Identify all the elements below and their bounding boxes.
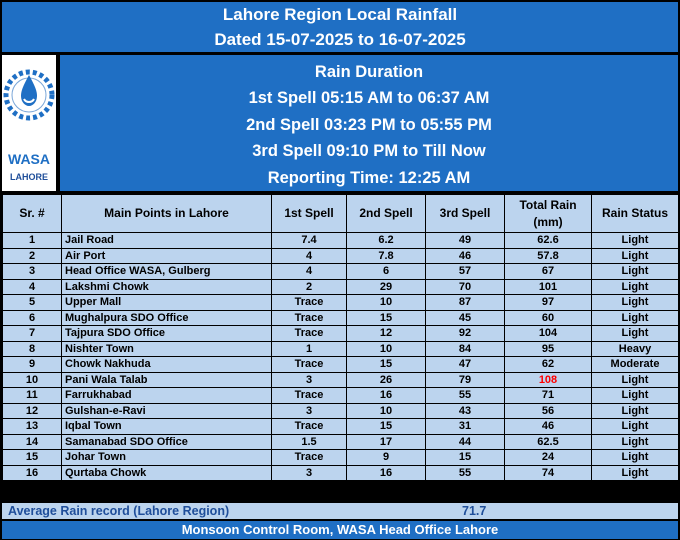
report-dates: Dated 15-07-2025 to 16-07-2025: [214, 30, 466, 49]
rain-status-cell: Light: [592, 233, 679, 249]
sr-cell: 1: [3, 233, 62, 249]
spell-2-cell: 29: [347, 279, 426, 295]
spell-2-cell: 6: [347, 264, 426, 280]
average-value: 71.7: [462, 504, 487, 518]
spell-1-cell: 7.4: [272, 233, 347, 249]
rain-status-cell: Light: [592, 465, 679, 481]
location-cell: Upper Mall: [62, 295, 272, 311]
rain-duration-band: [60, 55, 678, 191]
spell-1-time: 1st Spell 05:15 AM to 06:37 AM: [248, 89, 490, 108]
location-cell: Lakshmi Chowk: [62, 279, 272, 295]
spell-2-cell: 26: [347, 372, 426, 388]
rain-status-cell: Light: [592, 295, 679, 311]
spell-1-cell: Trace: [272, 310, 347, 326]
total-rain-cell: 24: [505, 450, 592, 466]
total-rain-cell: 71: [505, 388, 592, 404]
title-band: [2, 2, 678, 52]
sr-cell: 6: [3, 310, 62, 326]
rain-status-cell: Light: [592, 264, 679, 280]
spell-1-cell: 3: [272, 372, 347, 388]
spell-2-cell: 7.8: [347, 248, 426, 264]
spell-1-cell: Trace: [272, 419, 347, 435]
location-cell: Nishter Town: [62, 341, 272, 357]
col-header-spell-2: 2nd Spell: [347, 195, 426, 233]
spell-2-cell: 10: [347, 341, 426, 357]
total-rain-cell: 62.6: [505, 233, 592, 249]
spell-2-cell: 9: [347, 450, 426, 466]
sr-cell: 7: [3, 326, 62, 342]
logo-sub: LAHORE: [10, 172, 48, 182]
spell-3-cell: 70: [426, 279, 505, 295]
spell-3-cell: 57: [426, 264, 505, 280]
spell-1-cell: Trace: [272, 450, 347, 466]
table-row: [3, 233, 679, 249]
spell-3-cell: 44: [426, 434, 505, 450]
spell-2-cell: 16: [347, 388, 426, 404]
sr-cell: 9: [3, 357, 62, 373]
rainfall-table: [2, 194, 679, 481]
spell-1-cell: Trace: [272, 326, 347, 342]
spell-3-cell: 84: [426, 341, 505, 357]
spell-1-cell: 3: [272, 403, 347, 419]
sr-cell: 3: [3, 264, 62, 280]
location-cell: Air Port: [62, 248, 272, 264]
total-rain-cell: 56: [505, 403, 592, 419]
sr-cell: 4: [3, 279, 62, 295]
spell-1-cell: Trace: [272, 295, 347, 311]
rain-status-cell: Light: [592, 248, 679, 264]
location-cell: Gulshan-e-Ravi: [62, 403, 272, 419]
table-row: [3, 279, 679, 295]
spell-2-time: 2nd Spell 03:23 PM to 05:55 PM: [246, 115, 492, 134]
spell-3-cell: 46: [426, 248, 505, 264]
sr-cell: 2: [3, 248, 62, 264]
reporting-time: Reporting Time: 12:25 AM: [267, 168, 471, 187]
col-header-rain-status: Rain Status: [592, 195, 679, 233]
table-row: [3, 434, 679, 450]
spell-1-cell: 4: [272, 264, 347, 280]
spell-3-time: 3rd Spell 09:10 PM to Till Now: [252, 142, 486, 161]
spell-3-cell: 87: [426, 295, 505, 311]
spell-2-cell: 17: [347, 434, 426, 450]
spell-1-cell: 4: [272, 248, 347, 264]
spell-2-cell: 15: [347, 310, 426, 326]
footer-band: [2, 521, 678, 539]
spell-3-cell: 15: [426, 450, 505, 466]
spell-1-cell: 1: [272, 341, 347, 357]
total-rain-cell: 62: [505, 357, 592, 373]
spell-3-cell: 92: [426, 326, 505, 342]
total-rain-cell: 67: [505, 264, 592, 280]
spell-2-cell: 16: [347, 465, 426, 481]
spell-3-cell: 31: [426, 419, 505, 435]
total-rain-cell: 97: [505, 295, 592, 311]
table-header-row: [3, 195, 679, 233]
sr-cell: 5: [3, 295, 62, 311]
spell-2-cell: 10: [347, 403, 426, 419]
rain-status-cell: Light: [592, 388, 679, 404]
table-row: [3, 357, 679, 373]
spell-3-cell: 45: [426, 310, 505, 326]
sr-cell: 14: [3, 434, 62, 450]
spell-3-cell: 55: [426, 465, 505, 481]
spell-2-cell: 15: [347, 419, 426, 435]
location-cell: Qurtaba Chowk: [62, 465, 272, 481]
total-rain-cell: 101: [505, 279, 592, 295]
rain-duration-heading: Rain Duration: [314, 63, 424, 81]
col-header-location: Main Points in Lahore: [62, 195, 272, 233]
table-row: [3, 326, 679, 342]
table-row: [3, 403, 679, 419]
sr-cell: 15: [3, 450, 62, 466]
location-cell: Pani Wala Talab: [62, 372, 272, 388]
table-row: [3, 419, 679, 435]
total-rain-cell: 62.5: [505, 434, 592, 450]
location-cell: Johar Town: [62, 450, 272, 466]
location-cell: Chowk Nakhuda: [62, 357, 272, 373]
sr-cell: 13: [3, 419, 62, 435]
col-header-total-rain: Total Rain (mm): [505, 195, 592, 233]
col-header-sr: Sr. #: [3, 195, 62, 233]
average-label: Average Rain record (Lahore Region): [8, 504, 230, 518]
total-rain-cell: 60: [505, 310, 592, 326]
spell-2-cell: 15: [347, 357, 426, 373]
spell-2-cell: 6.2: [347, 233, 426, 249]
logo-name: WASA: [8, 151, 50, 167]
total-rain-cell: 104: [505, 326, 592, 342]
rain-status-cell: Light: [592, 403, 679, 419]
table-row: [3, 450, 679, 466]
sr-cell: 11: [3, 388, 62, 404]
rain-status-cell: Light: [592, 326, 679, 342]
table-row: [3, 248, 679, 264]
col-header-spell-1: 1st Spell: [272, 195, 347, 233]
rain-status-cell: Light: [592, 310, 679, 326]
rain-status-cell: Light: [592, 419, 679, 435]
rain-status-cell: Light: [592, 279, 679, 295]
table-row: [3, 465, 679, 481]
col-header-spell-3: 3rd Spell: [426, 195, 505, 233]
total-rain-cell: 57.8: [505, 248, 592, 264]
location-cell: Iqbal Town: [62, 419, 272, 435]
spell-1-cell: 3: [272, 465, 347, 481]
total-rain-cell: 46: [505, 419, 592, 435]
sr-cell: 8: [3, 341, 62, 357]
location-cell: Head Office WASA, Gulberg: [62, 264, 272, 280]
average-row: [2, 503, 678, 519]
wasa-logo: [2, 55, 56, 191]
table-row: [3, 341, 679, 357]
spell-1-cell: Trace: [272, 357, 347, 373]
location-cell: Farrukhabad: [62, 388, 272, 404]
location-cell: Mughalpura SDO Office: [62, 310, 272, 326]
location-cell: Jail Road: [62, 233, 272, 249]
footer-text: Monsoon Control Room, WASA Head Office Lahore: [181, 522, 499, 537]
spell-3-cell: 43: [426, 403, 505, 419]
spell-1-cell: 1.5: [272, 434, 347, 450]
table-row: [3, 264, 679, 280]
location-cell: Samanabad SDO Office: [62, 434, 272, 450]
rain-status-cell: Moderate: [592, 357, 679, 373]
spell-2-cell: 10: [347, 295, 426, 311]
location-cell: Tajpura SDO Office: [62, 326, 272, 342]
sr-cell: 16: [3, 465, 62, 481]
spell-3-cell: 47: [426, 357, 505, 373]
table-row: [3, 295, 679, 311]
wasa-logo-icon: [2, 55, 56, 191]
total-rain-cell: 108: [505, 372, 592, 388]
table-row: [3, 372, 679, 388]
rain-status-cell: Light: [592, 372, 679, 388]
report-title: Lahore Region Local Rainfall: [222, 5, 458, 24]
spell-1-cell: 2: [272, 279, 347, 295]
rain-status-cell: Heavy: [592, 341, 679, 357]
table-row: [3, 388, 679, 404]
total-rain-cell: 95: [505, 341, 592, 357]
sr-cell: 12: [3, 403, 62, 419]
spell-3-cell: 49: [426, 233, 505, 249]
table-row: [3, 310, 679, 326]
total-rain-cell: 74: [505, 465, 592, 481]
sr-cell: 10: [3, 372, 62, 388]
spell-3-cell: 55: [426, 388, 505, 404]
spell-2-cell: 12: [347, 326, 426, 342]
rain-status-cell: Light: [592, 450, 679, 466]
rain-status-cell: Light: [592, 434, 679, 450]
spell-1-cell: Trace: [272, 388, 347, 404]
spell-3-cell: 79: [426, 372, 505, 388]
